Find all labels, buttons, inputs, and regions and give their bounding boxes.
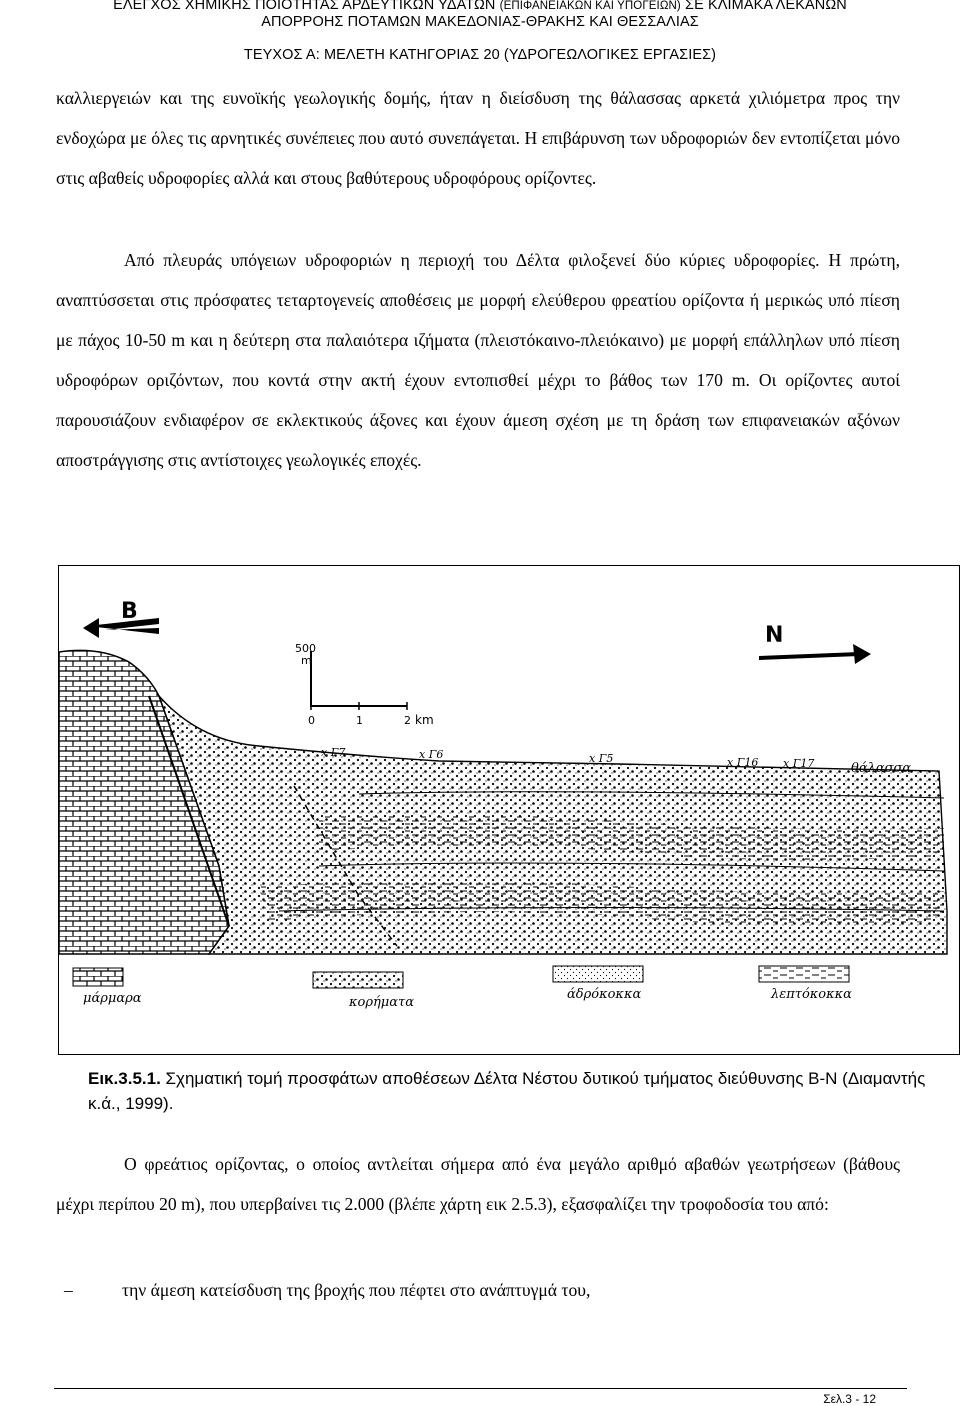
legend-scree-swatch [313, 972, 403, 988]
legend-scree-label: κορήματα [349, 995, 414, 1010]
legend-marble-label: μάρμαρα [83, 991, 142, 1006]
scale-vertical-unit: m [301, 654, 312, 667]
header-line-3: ΤΕΥΧΟΣ Α: ΜΕΛΕΤΗ ΚΑΤΗΓΟΡΙΑΣ 20 (ΥΔΡΟΓΕΩΛΟΓΙΚΕΣ ΕΡΓΑΣΙΕΣ) [243, 47, 717, 63]
legend [73, 966, 849, 988]
north-left-label: Β [121, 599, 138, 624]
paragraph-3: Ο φρεάτιος ορίζοντας, ο οποίος αντλείται σήμερα από ένα μεγάλο αριθμό αβαθών γεωτρήσεων (βάθους μέχρι περίπου 20 m), που υπερβαίνει τις 2.000 (βλέπε χάρτη εικ 2.5.3), εξασφαλίζει την τροφοδοσία του από: [56, 1154, 900, 1214]
scale-tick-1: 1 [356, 714, 363, 727]
section-drawing [59, 566, 959, 1054]
figure-caption [88, 1066, 948, 1116]
well-label-5: x Γ17 [783, 757, 815, 770]
scale-vertical-value: 500 [295, 642, 316, 655]
legend-marble-swatch [73, 968, 123, 986]
geological-section-figure [58, 565, 960, 1055]
footer-rule [54, 1388, 907, 1389]
legend-coarse-label: άδρόκοκκα [567, 987, 642, 1002]
page-number: Σελ.3 - 12 [823, 1392, 876, 1406]
well-label-3: x Γ5 [589, 752, 614, 765]
header-title-part-2: ΣΕ ΚΛΙΜΑΚΑ ΛΕΚΑΝΩΝ [685, 0, 847, 13]
legend-fine-label: λεπτόκοκκα [771, 987, 852, 1002]
paragraph-1: καλλιεργειών και της ευνοϊκής γεωλογικής δομής, ήταν η διείσδυση της θάλασσας αρκετά χιλιόμετρα προς την ενδοχώρα με όλες τις αρνητικές συνέπειες που αυτό συνεπάγεται. Η επιβάρυνση των υδροφοριών δεν εντοπίζεται μόνο στις αβαθείς υδροφορίες αλλά και στους βαθύτερους υδροφόρους ορίζοντες. [56, 88, 900, 188]
header-line-2: ΑΠΟΡΡΟΗΣ ΠΟΤΑΜΩΝ ΜΑΚΕΔΟΝΙΑΣ-ΘΡΑΚΗΣ ΚΑΙ ΘΕΣΣΑΛΙΑΣ [261, 14, 699, 30]
bullet-dash: – [64, 1280, 73, 1300]
north-right-label: Ν [765, 623, 784, 648]
legend-fine-swatch [759, 966, 849, 982]
header-subtitle-part: (ΕΠΙΦΑΝΕΙΑΚΩΝ ΚΑΙ ΥΠΟΓΕΙΩΝ) [499, 0, 681, 12]
sea-label: θάλασσα [851, 761, 912, 776]
scale-tick-0: 0 [308, 714, 315, 727]
paragraph-2: Από πλευράς υπόγειων υδροφοριών η περιοχή του Δέλτα φιλοξενεί δύο κύριες υδροφορίες. Η πρώτη, αναπτύσσεται στις πρόσφατες τεταρτογενείς αποθέσεις με μορφή ελεύθερου φρεατίου ορίζοντα ή μερικώς υπό πίεση με πάχος 10-50 m και η δεύτερη στα παλαιότερα ιζήματα (πλειστόκαινο-πλειόκαινο) με μορφή επάλληλων υπό πίεση υδροφόρων οριζόντων, που κοντά στην ακτή έχουν εντοπισθεί μέχρι το βάθος των 170 m. Οι ορίζοντες αυτοί παρουσιάζουν ενδιαφέρον σε εκλεκτικούς άξονες και έχουν άμεση σχέση με τη δράση των επιφανειακών αξόνων αποστράγγισης στις αντίστοιχες γεωλογικές εποχές. [56, 250, 900, 470]
bullet-text: την άμεση κατείσδυση της βροχής που πέφτει στο ανάπτυγμά του, [122, 1280, 591, 1300]
legend-coarse-swatch [553, 966, 643, 982]
well-label-2: x Γ6 [419, 748, 444, 761]
scale-unit: km [415, 713, 434, 727]
header-title-part: ΕΛΕΓΧΟΣ ΧΗΜΙΚΗΣ ΠΟΙΟΤΗΤΑΣ ΑΡΔΕΥΤΙΚΩΝ ΥΔΑΤΩΝ [113, 0, 496, 13]
scale-tick-2: 2 [404, 714, 411, 727]
header-line-1 [0, 0, 960, 13]
well-label-4: x Γ16 [727, 756, 759, 769]
scale-bar [311, 651, 407, 710]
caption-text: Σχηματική τομή προσφάτων αποθέσεων Δέλτα Νέστου δυτικού τμήματος διεύθυνσης Β-Ν (Διαμαντής κ.ά., 1999). [88, 1069, 926, 1113]
caption-label: Εικ.3.5.1. [88, 1069, 161, 1088]
well-label-1: x Γ7 [321, 746, 346, 759]
